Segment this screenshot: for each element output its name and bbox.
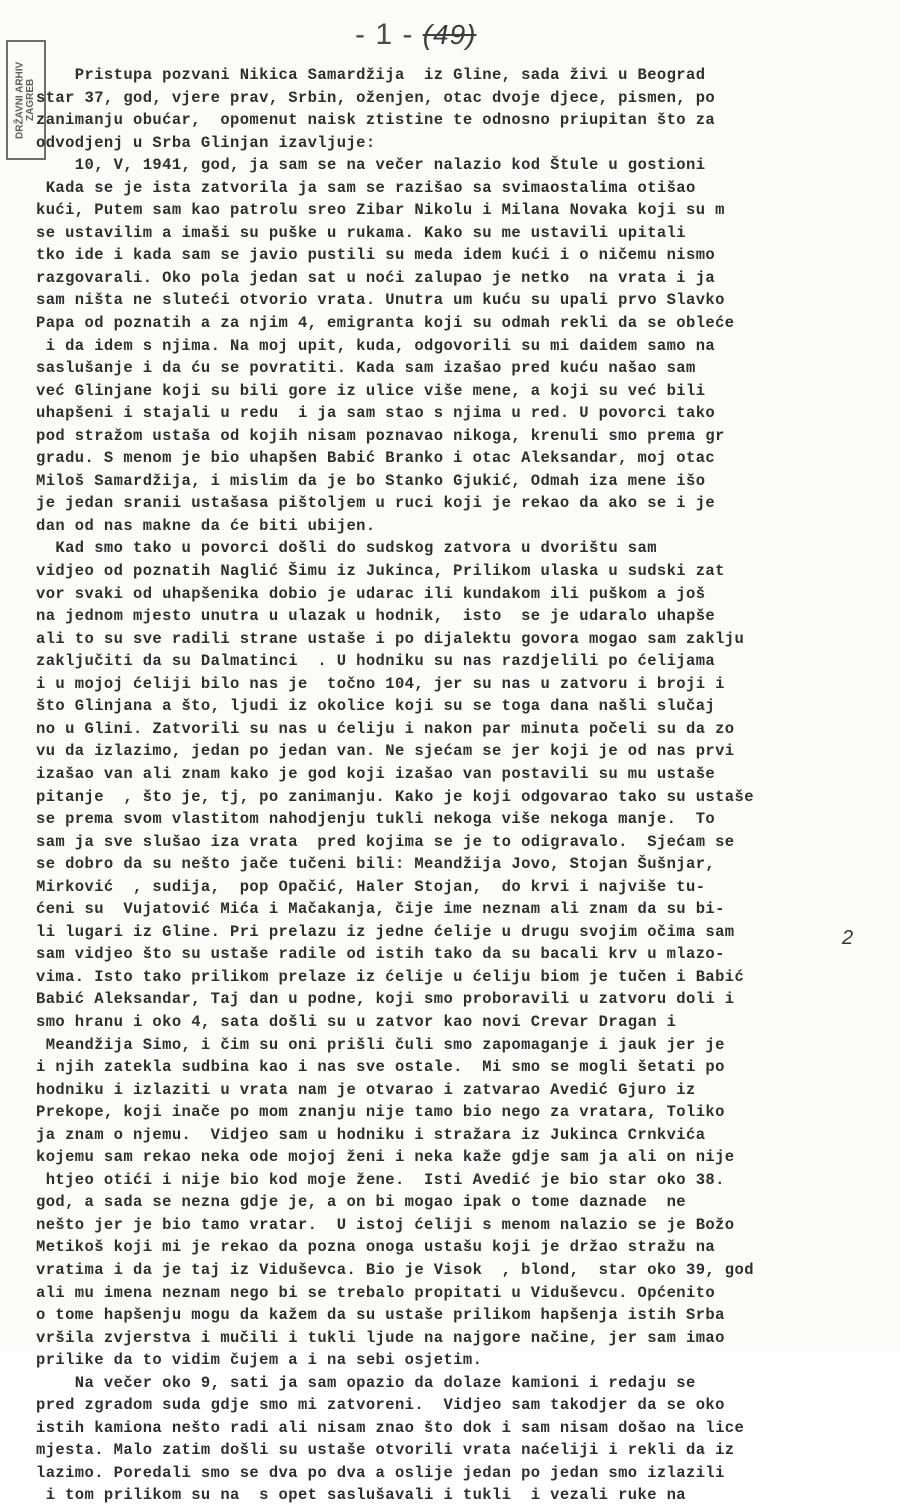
text-line: ali to su sve radili strane ustaše i po dijalektu govora mogao sam zaklju [36,629,745,648]
text-line: i njih zatekla sudbina kao i nas sve ostale. Mi smo se mogli šetati po [36,1058,725,1077]
text-line: ali mu imena neznam nego bi se trebalo propitati u Viduševcu. Općenito [36,1283,716,1302]
text-line: gradu. S menom je bio uhapšen Babić Branko i otac Aleksandar, moj otac [36,449,716,468]
text-line: star 37, god, vjere prav, Srbin, oženjen, otac dvoje djece, pismen, po [36,88,716,107]
text-line: hodniku i izlaziti u vrata nam je otvarao i zatvarao Avedić Gjuro iz [36,1080,696,1099]
text-line: dan od nas makne da će biti ubijen. [36,516,376,535]
text-line: vidjeo od poznatih Naglić Šimu iz Jukinca, Prilikom ulaska u sudski zat [36,562,725,581]
text-line: na jednom mjesto unutra u ulazak u hodnik, isto se je udaralo uhapše [36,607,716,626]
text-line: Metikoš koji mi je rekao da pozna onoga ustašu koji je držao stražu na [36,1238,716,1257]
text-line: je jedan sranii ustašasa pištoljem u ruci koji je rekao da ako se i je [36,494,716,513]
text-line: mjesta. Malo zatim došli su ustaše otvorili vrata naćeliji i rekli da iz [36,1441,735,1460]
text-line: Kada se je ista zatvorila ja sam se razišao sa svimaostalima otišao [36,178,696,197]
text-line: nešto jer je bio tamo vratar. U istoj ćeliji s menom nalazio se je Božo [36,1215,735,1234]
text-line: htjeo otići i nije bio kod moje žene. Isti Avedić je bio star oko 38. [36,1170,725,1189]
text-line: Prekope, koji inače po mom znanju nije tamo bio nego za vratara, Toliko [36,1103,725,1122]
text-line: Meandžija Simo, i čim su oni prišli čuli smo zapomaganje i jauk jer je [36,1035,725,1054]
text-line: vršila zvjerstva i mučili i tukli ljude na najgore načine, jer sam imao [36,1328,725,1347]
text-line: se dobro da su nešto jače tučeni bili: Meandžija Jovo, Stojan Šušnjar, [36,855,716,874]
text-line: vor svaki od uhapšenika dobio je udarac ili kundakom ili puškom a još [36,584,706,603]
text-line: pred zgradom suda gdje smo mi zatvoreni. Vidjeo sam takodjer da se oko [36,1396,725,1415]
text-line: Mirković , sudija, pop Opačić, Haler Stojan, do krvi i najviše tu- [36,877,706,896]
text-line: Kad smo tako u povorci došli do sudskog zatvora u dvorištu sam [36,539,657,558]
text-line: smo hranu i oko 4, sata došli su u zatvor kao novi Crevar Dragan i [36,1012,677,1031]
margin-note: 2 [842,927,854,949]
text-line: ja znam o njemu. Vidjeo sam u hodniku i stražara iz Jukinca Crnkvića [36,1125,706,1144]
page-number-typed: - 1 - [355,18,414,51]
text-line: zaključiti da su Dalmatinci . U hodniku su nas razdjelili po ćelijama [36,652,716,671]
text-line: ćeni su Vujatović Mića i Mačakanja, čije ime neznam ali znam da su bi- [36,900,725,919]
text-line: saslušanje i da ću se povratiti. Kada sam izašao pred kuću našao sam [36,359,696,378]
text-line: prilike da to vidim čujem a i na sebi osjetim. [36,1351,483,1370]
text-line: god, a sada se nezna gdje je, a on bi mogao ipak o tome daznade ne [36,1193,687,1212]
text-line: no u Glini. Zatvorili su nas u ćeliju i nakon par minuta počeli su da zo [36,719,735,738]
text-line: kući, Putem sam kao patrolu sreo Zibar Nikolu i Milana Novaka koji su m [36,201,725,220]
text-line: zanimanju obućar, opomenut naisk ztistine te odnosno priupitan što za [36,111,716,130]
text-line: o tome hapšenju mogu da kažem da su ustaše prilikom hapšenja istih Srba [36,1306,725,1325]
text-line: li lugari iz Gline. Pri prelazu iz jedne ćelije u drugu svojim očima sam [36,922,735,941]
text-line: što Glinjana a što, ljudi iz okolice koji su se toga dana našli slučaj [36,697,716,716]
text-line: odvodjenj u Srba Glinjan izavljuje: [36,133,376,152]
text-line: Papa od poznatih a za njim 4, emigranta koji su odmah rekli da se obleće [36,314,735,333]
text-line: istih kamiona nešto radi ali nisam znao što dok i sam nisam došao na lice [36,1418,745,1437]
archive-stamp: DRŽAVNI ARHIV ZAGREB [6,40,46,160]
text-line: Pristupa pozvani Nikica Samardžija iz Gline, sada živi u Beograd [36,66,706,84]
text-line: tko ide i kada sam se javio pustili su meda idem kući i o ničemu nismo [36,246,716,265]
text-line: i tom prilikom su na s opet saslušavali i tukli i vezali ruke na [36,1486,687,1505]
text-line: vu da izlazimo, jedan po jedan van. Ne sjećam se jer koji je od nas prvi [36,742,735,761]
text-line: se prema svom vlastitom nahodjenju tukli nekoga više nekoga manje. To [36,810,716,829]
text-line: i u mojoj ćeliji bilo nas je točno 104, jer su nas u zatvoru i broji i [36,674,725,693]
text-line: pod stražom ustaša od kojih nisam poznavao nikoga, krenuli smo prema gr [36,426,725,445]
text-line: se ustavilim a imaši su puške u rukama. Kako su me ustavili upitali [36,223,687,242]
page-number [355,18,476,52]
text-line: i da idem s njima. Na moj upit, kuda, odgovorili su mi daidem samo na [36,336,716,355]
text-line: sam vidjeo što su ustaše radile od istih tako da su bacali krv u mlazo- [36,945,725,964]
text-line: Babić Aleksandar, Taj dan u podne, koji smo proboravili u zatvoru doli i [36,990,735,1009]
text-line: vratima i da je taj iz Viduševca. Bio je Visok , blond, star oko 39, god [36,1260,754,1279]
text-line: lazimo. Poredali smo se dva po dva a oslije jedan po jedan smo izlazili [36,1463,725,1482]
text-line: vima. Isto tako prilikom prelaze iz ćelije u ćeliju biom je tučen i Babić [36,967,745,986]
handwritten-page-number: (49) [422,19,477,50]
text-line: 10, V, 1941, god, ja sam se na večer nalazio kod Štule u gostioni [36,156,706,175]
text-line: sam ja sve slušao iza vrata pred kojima se je to odigravalo. Sjećam se [36,832,735,851]
text-line: razgovarali. Oko pola jedan sat u noći zalupao je netko na vrata i ja [36,268,716,287]
text-line: već Glinjane koji su bili gore iz ulice više mene, a koji su već bili [36,381,706,400]
text-line: Miloš Samardžija, i mislim da je bo Stanko Gjukić, Odmah iza mene išo [36,471,706,490]
text-line: Na večer oko 9, sati ja sam opazio da dolaze kamioni i redaju se [36,1373,696,1392]
document-text [36,64,896,1507]
text-line: uhapšeni i stajali u redu i ja sam stao s njima u red. U povorci tako [36,404,716,423]
text-line: izašao van ali znam kako je god koji izašao van postavili su mu ustaše [36,764,716,783]
text-line: pitanje , što je, tj, po zanimanju. Kako je koji odgovarao tako su ustaše [36,787,754,806]
text-line: sam ništa ne sluteći otvorio vrata. Unutra um kuću su upali prvo Slavko [36,291,725,310]
text-line: kojemu sam rekao neka ode mojoj ženi i neka kaže gdje sam ja ali on nije [36,1148,735,1167]
